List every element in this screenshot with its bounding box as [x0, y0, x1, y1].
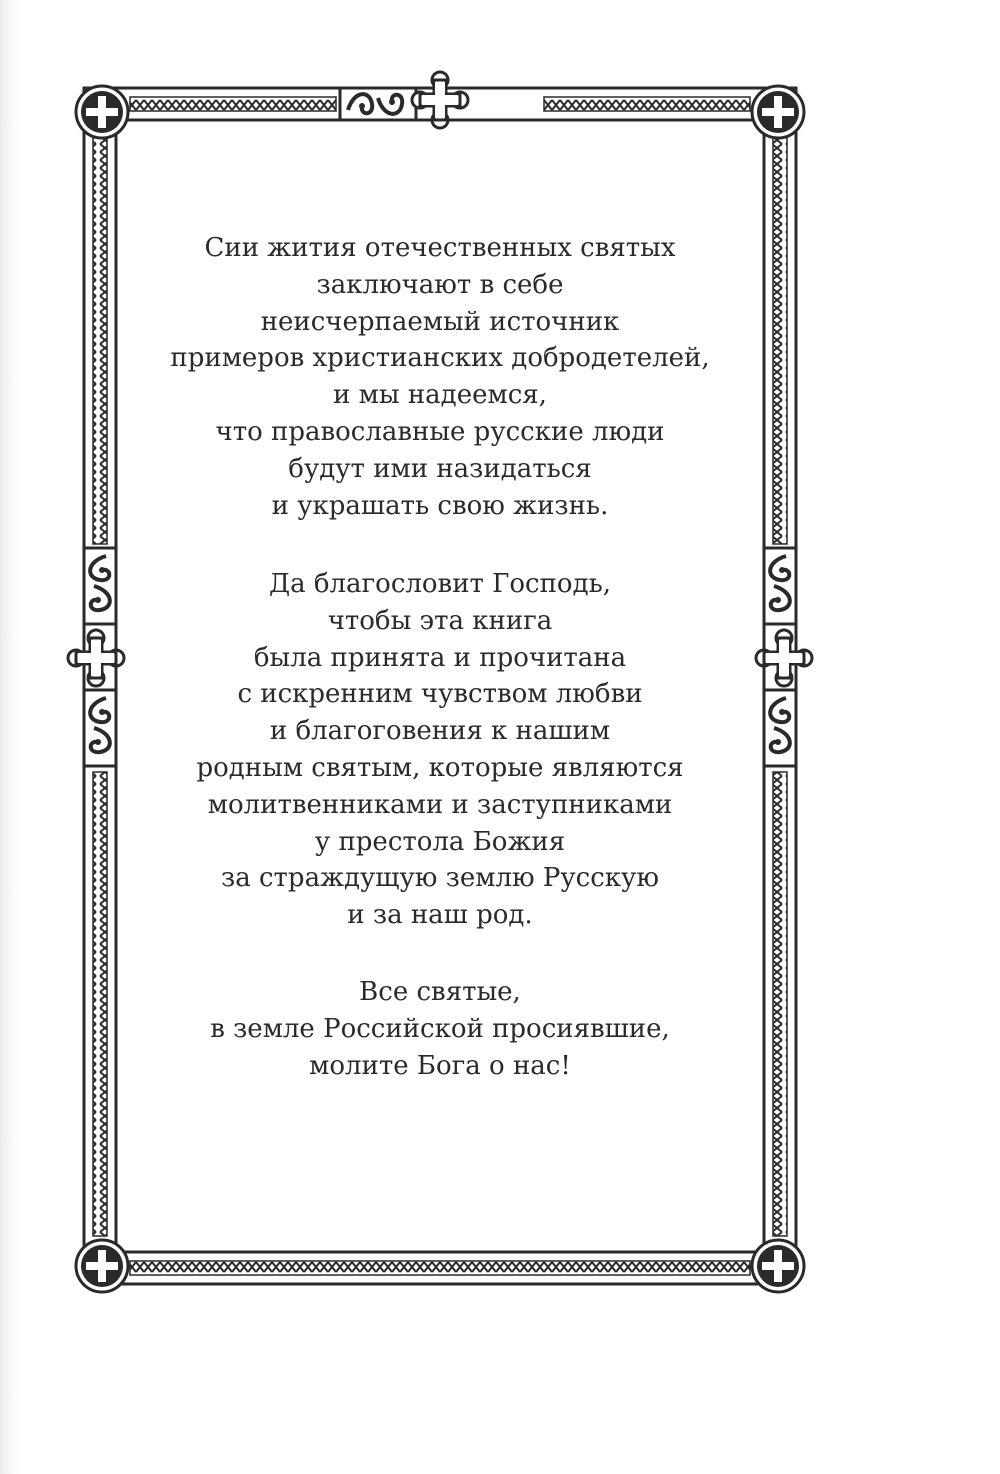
text-line: неисчерпаемый источник	[260, 306, 620, 337]
text-line: за страждущую землю Русскую	[221, 863, 659, 894]
corner-cross-icon-top-right	[752, 86, 804, 138]
text-line: родным святым, которые являются	[196, 752, 684, 783]
text-line: у престола Божия	[314, 826, 566, 857]
text-line: будут ими назидаться	[288, 453, 592, 484]
text-line: и мы надеемся,	[333, 380, 547, 411]
text-line: в земле Российской просиявшие,	[210, 1013, 670, 1044]
text-line: заключают в себе	[316, 269, 564, 300]
text-line: что православные русские люди	[215, 416, 665, 447]
corner-cross-icon-bottom-left	[76, 1240, 128, 1292]
text-line: Все святые,	[359, 977, 521, 1007]
text-line: с искренним чувством любви	[237, 679, 643, 710]
text-line: Да благословит Господь,	[268, 569, 612, 599]
text-line: молите Бога о нас!	[309, 1050, 571, 1081]
text-line: и благоговения к нашим	[269, 716, 611, 747]
text-line: и за наш род.	[347, 900, 533, 931]
corner-cross-icon-bottom-right	[752, 1240, 804, 1292]
corner-cross-icon-top-left	[76, 86, 128, 138]
braid-band-bottom	[130, 1261, 750, 1275]
text-line: Сии жития отечественных святых	[204, 233, 676, 263]
text-line: примеров христианских добродетелей,	[170, 343, 710, 374]
text-line: и украшать свою жизнь.	[271, 490, 609, 521]
paragraph-invocation	[140, 974, 740, 1084]
text-line: была принята и прочитана	[253, 642, 627, 673]
text-line: молитвенниками и заступниками	[207, 789, 673, 820]
text-line: чтобы эта книга	[327, 605, 553, 636]
paragraph-dedication	[140, 230, 740, 524]
paragraph-blessing	[140, 566, 740, 934]
